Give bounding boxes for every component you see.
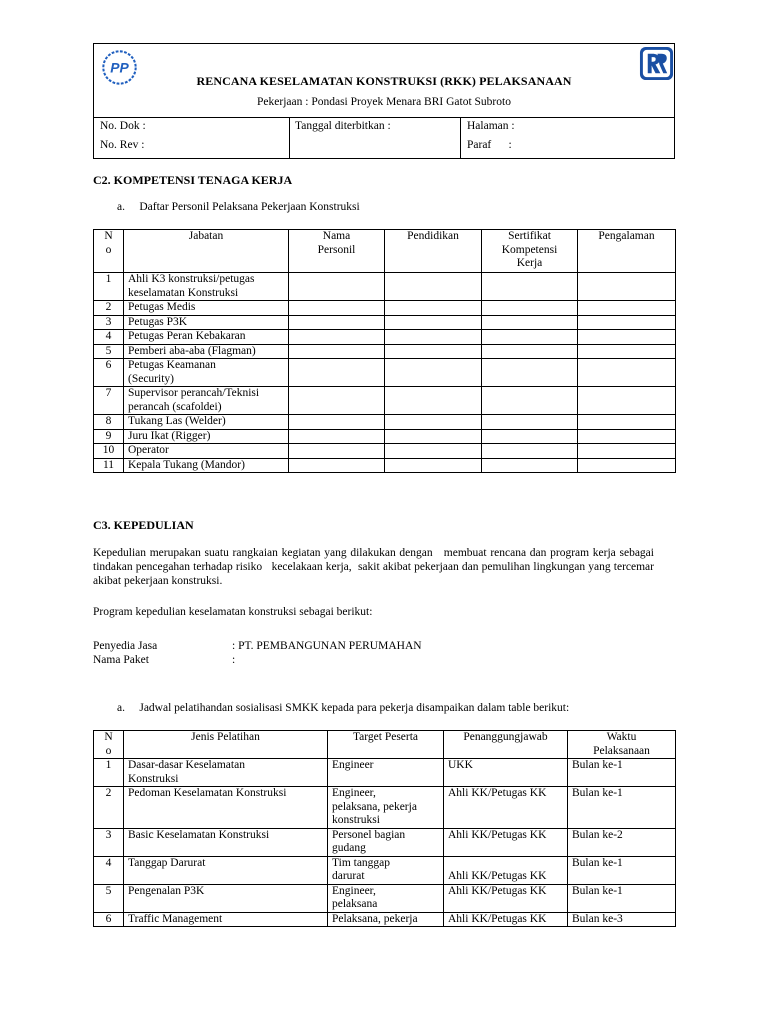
target-peserta-cell: Pelaksana, pekerja xyxy=(328,912,444,927)
pengalaman-cell xyxy=(578,429,676,444)
pengalaman-cell xyxy=(578,273,676,301)
col-header-no: N o xyxy=(94,230,124,273)
waktu-cell: Bulan ke-3 xyxy=(568,912,676,927)
target-peserta-cell: Engineer, pelaksana, pekerja konstruksi xyxy=(328,787,444,829)
jabatan-cell: Petugas P3K xyxy=(124,315,289,330)
table-row xyxy=(94,912,676,927)
jabatan-cell: Operator xyxy=(124,444,289,459)
date-cell xyxy=(289,117,461,159)
pendidikan-cell xyxy=(385,301,482,316)
pendidikan-cell xyxy=(385,330,482,345)
pengalaman-cell xyxy=(578,444,676,459)
penanggungjawab-cell: Ahli KK/Petugas KK xyxy=(444,884,568,912)
row-number-cell: 1 xyxy=(94,759,124,787)
table-row xyxy=(94,315,676,330)
sertifikat-cell xyxy=(482,273,578,301)
row-number-cell: 4 xyxy=(94,856,124,884)
section-c2-heading: C2. KOMPETENSI TENAGA KERJA xyxy=(93,173,293,187)
nama-personil-cell xyxy=(289,359,385,387)
doc-number-cell xyxy=(94,117,290,159)
row-number-cell: 3 xyxy=(94,315,124,330)
col-header-sertifikat: Sertifikat Kompetensi Kerja xyxy=(482,230,578,273)
pengalaman-cell xyxy=(578,415,676,430)
personnel-table xyxy=(93,229,676,473)
sertifikat-cell xyxy=(482,330,578,345)
table-row xyxy=(94,429,676,444)
row-number-cell: 7 xyxy=(94,387,124,415)
nama-personil-cell xyxy=(289,444,385,459)
table-row xyxy=(94,330,676,345)
pendidikan-cell xyxy=(385,429,482,444)
pengalaman-cell xyxy=(578,330,676,345)
col-header-penanggungjawab: Penanggungjawab xyxy=(444,731,568,759)
col-header-target-peserta: Target Peserta xyxy=(328,731,444,759)
no-dok-label: No. Dok : xyxy=(100,120,146,132)
jabatan-cell: Ahli K3 konstruksi/petugas keselamatan Konstruksi xyxy=(124,273,289,301)
pendidikan-cell xyxy=(385,344,482,359)
jabatan-cell: Pemberi aba-aba (Flagman) xyxy=(124,344,289,359)
section-c2-subheading: a. Daftar Personil Pelaksana Pekerjaan Konstruksi xyxy=(117,201,360,213)
sertifikat-cell xyxy=(482,458,578,473)
document-title: RENCANA KESELAMATAN KONSTRUKSI (RKK) PELAKSANAAN xyxy=(196,74,572,88)
row-number-cell: 1 xyxy=(94,273,124,301)
nama-personil-cell xyxy=(289,315,385,330)
col-header-pengalaman: Pengalaman xyxy=(578,230,676,273)
nama-paket-label: Nama Paket xyxy=(93,654,149,666)
table-row xyxy=(94,387,676,415)
row-number-cell: 5 xyxy=(94,884,124,912)
section-c3-subheading: a. Jadwal pelatihandan sosialisasi SMKK kepada para pekerja disampaikan dalam table berikut: xyxy=(117,702,570,714)
nama-personil-cell xyxy=(289,415,385,430)
jabatan-cell: Petugas Peran Kebakaran xyxy=(124,330,289,345)
waktu-cell: Bulan ke-1 xyxy=(568,884,676,912)
section-c3-paragraph: Kepedulian merupakan suatu rangkaian kegiatan yang dilakukan dengan membuat rencana dan program kerja sebagai tindakan pencegahan terhadap risiko kecelakaan kerja, sakit akibat pekerjaan dan pemulihan lingkungan yang tercemar akibat pekerjaan konstruksi. xyxy=(93,547,663,587)
row-number-cell: 6 xyxy=(94,359,124,387)
jenis-pelatihan-cell: Pengenalan P3K xyxy=(124,884,328,912)
col-header-jenis-pelatihan: Jenis Pelatihan xyxy=(124,731,328,759)
pendidikan-cell xyxy=(385,444,482,459)
table-row xyxy=(94,787,676,829)
row-number-cell: 10 xyxy=(94,444,124,459)
jabatan-cell: Petugas Medis xyxy=(124,301,289,316)
table-row xyxy=(94,856,676,884)
jabatan-cell: Supervisor perancah/Teknisi perancah (scafoldei) xyxy=(124,387,289,415)
waktu-cell: Bulan ke-1 xyxy=(568,856,676,884)
table-row xyxy=(94,884,676,912)
target-peserta-cell: Engineer xyxy=(328,759,444,787)
page-cell xyxy=(461,117,675,159)
table-row xyxy=(94,415,676,430)
pengalaman-cell xyxy=(578,315,676,330)
row-number-cell: 6 xyxy=(94,912,124,927)
col-header-waktu: Waktu Pelaksanaan xyxy=(568,731,676,759)
row-number-cell: 2 xyxy=(94,301,124,316)
nama-personil-cell xyxy=(289,301,385,316)
document-header xyxy=(93,43,675,159)
jabatan-cell: Kepala Tukang (Mandor) xyxy=(124,458,289,473)
table-row xyxy=(94,301,676,316)
jabatan-cell: Tukang Las (Welder) xyxy=(124,415,289,430)
pendidikan-cell xyxy=(385,273,482,301)
tanggal-label: Tanggal diterbitkan : xyxy=(295,120,391,132)
jenis-pelatihan-cell: Traffic Management xyxy=(124,912,328,927)
pengalaman-cell xyxy=(578,344,676,359)
pendidikan-cell xyxy=(385,359,482,387)
nama-personil-cell xyxy=(289,458,385,473)
table-row xyxy=(94,828,676,856)
waktu-cell: Bulan ke-1 xyxy=(568,759,676,787)
nama-personil-cell xyxy=(289,344,385,359)
jenis-pelatihan-cell: Dasar-dasar Keselamatan Konstruksi xyxy=(124,759,328,787)
paraf-label: Paraf : xyxy=(467,139,512,151)
waktu-cell: Bulan ke-2 xyxy=(568,828,676,856)
jenis-pelatihan-cell: Pedoman Keselamatan Konstruksi xyxy=(124,787,328,829)
training-schedule-table xyxy=(93,730,676,927)
pengalaman-cell xyxy=(578,359,676,387)
header-meta-row xyxy=(94,117,674,159)
sertifikat-cell xyxy=(482,301,578,316)
row-number-cell: 2 xyxy=(94,787,124,829)
penanggungjawab-cell: UKK xyxy=(444,759,568,787)
sertifikat-cell xyxy=(482,429,578,444)
penanggungjawab-cell: Ahli KK/Petugas KK xyxy=(444,912,568,927)
sertifikat-cell xyxy=(482,359,578,387)
pengalaman-cell xyxy=(578,301,676,316)
halaman-label: Halaman : xyxy=(467,120,515,132)
program-line: Program kepedulian keselamatan konstruksi sebagai berikut: xyxy=(93,606,373,618)
row-number-cell: 4 xyxy=(94,330,124,345)
table-row xyxy=(94,344,676,359)
table-row xyxy=(94,458,676,473)
table-row xyxy=(94,444,676,459)
row-number-cell: 5 xyxy=(94,344,124,359)
jabatan-cell: Juru Ikat (Rigger) xyxy=(124,429,289,444)
sertifikat-cell xyxy=(482,444,578,459)
jenis-pelatihan-cell: Basic Keselamatan Konstruksi xyxy=(124,828,328,856)
penyedia-jasa-value: : PT. PEMBANGUNAN PERUMAHAN xyxy=(232,640,422,652)
row-number-cell: 8 xyxy=(94,415,124,430)
nama-personil-cell xyxy=(289,273,385,301)
col-header-jabatan: Jabatan xyxy=(124,230,289,273)
sertifikat-cell xyxy=(482,415,578,430)
jenis-pelatihan-cell: Tanggap Darurat xyxy=(124,856,328,884)
target-peserta-cell: Personel bagian gudang xyxy=(328,828,444,856)
target-peserta-cell: Tim tanggap darurat xyxy=(328,856,444,884)
col-header-no: N o xyxy=(94,731,124,759)
sertifikat-cell xyxy=(482,387,578,415)
table-row xyxy=(94,759,676,787)
row-number-cell: 9 xyxy=(94,429,124,444)
pendidikan-cell xyxy=(385,387,482,415)
nama-personil-cell xyxy=(289,387,385,415)
pendidikan-cell xyxy=(385,458,482,473)
nama-paket-value: : xyxy=(232,654,236,666)
document-subtitle: Pekerjaan : Pondasi Proyek Menara BRI Gatot Subroto xyxy=(257,96,511,108)
pengalaman-cell xyxy=(578,458,676,473)
pendidikan-cell xyxy=(385,315,482,330)
nama-personil-cell xyxy=(289,429,385,444)
pendidikan-cell xyxy=(385,415,482,430)
pp-logo-text: PP xyxy=(110,59,129,76)
table-header-row xyxy=(94,731,676,759)
pengalaman-cell xyxy=(578,387,676,415)
sertifikat-cell xyxy=(482,315,578,330)
target-peserta-cell: Engineer, pelaksana xyxy=(328,884,444,912)
penanggungjawab-cell: Ahli KK/Petugas KK xyxy=(444,828,568,856)
header-title-area xyxy=(94,44,674,118)
table-header-row xyxy=(94,230,676,273)
col-header-pendidikan: Pendidikan xyxy=(385,230,482,273)
waktu-cell: Bulan ke-1 xyxy=(568,787,676,829)
row-number-cell: 11 xyxy=(94,458,124,473)
sertifikat-cell xyxy=(482,344,578,359)
no-rev-label: No. Rev : xyxy=(100,139,145,151)
nama-personil-cell xyxy=(289,330,385,345)
table-row xyxy=(94,359,676,387)
col-header-nama-personil: Nama Personil xyxy=(289,230,385,273)
section-c3-heading: C3. KEPEDULIAN xyxy=(93,518,194,532)
row-number-cell: 3 xyxy=(94,828,124,856)
jabatan-cell: Petugas Keamanan (Security) xyxy=(124,359,289,387)
penanggungjawab-cell: Ahli KK/Petugas KK xyxy=(444,856,568,884)
table-row xyxy=(94,273,676,301)
penyedia-jasa-label: Penyedia Jasa xyxy=(93,640,158,652)
penanggungjawab-cell: Ahli KK/Petugas KK xyxy=(444,787,568,829)
